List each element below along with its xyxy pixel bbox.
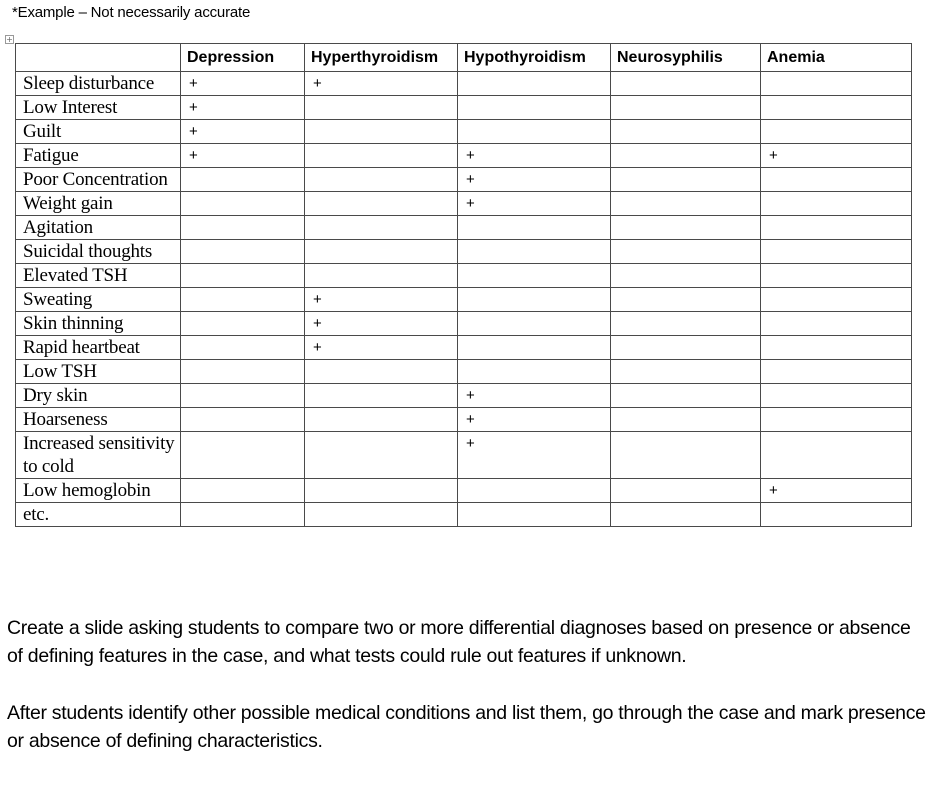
- cell-neurosyphilis: [611, 120, 761, 144]
- cell-hypothyroidism: +: [458, 168, 611, 192]
- cell-anemia: [761, 360, 912, 384]
- cell-hyperthyroidism: +: [305, 336, 458, 360]
- cell-anemia: [761, 384, 912, 408]
- cell-hyperthyroidism: [305, 144, 458, 168]
- cell-hyperthyroidism: [305, 216, 458, 240]
- table-row: [16, 72, 912, 96]
- cell-hypothyroidism: [458, 216, 611, 240]
- cell-neurosyphilis: [611, 408, 761, 432]
- instruction-paragraph-2: After students identify other possible medical conditions and list them, go through the case and mark presence or absence of defining characteristics.: [7, 702, 926, 752]
- cell-neurosyphilis: [611, 479, 761, 503]
- table-row: [16, 503, 912, 527]
- row-label: Guilt: [16, 120, 181, 144]
- cell-anemia: [761, 264, 912, 288]
- cell-neurosyphilis: [611, 288, 761, 312]
- cell-hypothyroidism: [458, 120, 611, 144]
- cell-depression: +: [181, 144, 305, 168]
- cell-anemia: [761, 168, 912, 192]
- cell-hyperthyroidism: [305, 168, 458, 192]
- table-move-handle-icon[interactable]: +: [6, 35, 13, 44]
- cell-hyperthyroidism: [305, 432, 458, 479]
- row-label: Sleep disturbance: [16, 72, 181, 96]
- cell-anemia: +: [761, 479, 912, 503]
- column-header-blank: [16, 44, 181, 72]
- cell-neurosyphilis: [611, 336, 761, 360]
- table-row: [16, 192, 912, 216]
- cell-depression: [181, 336, 305, 360]
- cell-hypothyroidism: [458, 96, 611, 120]
- cell-hypothyroidism: [458, 360, 611, 384]
- table-row: [16, 479, 912, 503]
- cell-hypothyroidism: [458, 288, 611, 312]
- cell-hyperthyroidism: +: [305, 72, 458, 96]
- column-header-hyperthyroidism: Hyperthyroidism: [305, 44, 458, 72]
- cell-depression: [181, 168, 305, 192]
- cell-neurosyphilis: [611, 240, 761, 264]
- cell-anemia: [761, 72, 912, 96]
- table-row: [16, 312, 912, 336]
- cell-anemia: [761, 432, 912, 479]
- cell-hyperthyroidism: [305, 479, 458, 503]
- cell-depression: [181, 216, 305, 240]
- cell-hypothyroidism: +: [458, 192, 611, 216]
- cell-neurosyphilis: [611, 168, 761, 192]
- cell-anemia: +: [761, 144, 912, 168]
- row-label: Low TSH: [16, 360, 181, 384]
- cell-neurosyphilis: [611, 216, 761, 240]
- cell-hyperthyroidism: +: [305, 312, 458, 336]
- row-label: Elevated TSH: [16, 264, 181, 288]
- instruction-paragraph-1: Create a slide asking students to compare two or more differential diagnoses based on presence or absence of defining features in the case, and what tests could rule out features if unknown.: [7, 617, 911, 667]
- cell-depression: +: [181, 96, 305, 120]
- row-label: Skin thinning: [16, 312, 181, 336]
- cell-hyperthyroidism: [305, 120, 458, 144]
- cell-depression: [181, 192, 305, 216]
- cell-anemia: [761, 192, 912, 216]
- cell-depression: +: [181, 120, 305, 144]
- cell-depression: [181, 384, 305, 408]
- cell-depression: [181, 264, 305, 288]
- cell-anemia: [761, 408, 912, 432]
- cell-hypothyroidism: [458, 264, 611, 288]
- cell-neurosyphilis: [611, 72, 761, 96]
- table-row: [16, 360, 912, 384]
- cell-hypothyroidism: +: [458, 384, 611, 408]
- table-row: [16, 96, 912, 120]
- cell-hypothyroidism: [458, 479, 611, 503]
- row-label: Suicidal thoughts: [16, 240, 181, 264]
- cell-hypothyroidism: [458, 312, 611, 336]
- cell-depression: [181, 312, 305, 336]
- cell-depression: [181, 288, 305, 312]
- cell-hyperthyroidism: [305, 503, 458, 527]
- cell-neurosyphilis: [611, 384, 761, 408]
- row-label: Weight gain: [16, 192, 181, 216]
- cell-hypothyroidism: +: [458, 408, 611, 432]
- cell-anemia: [761, 288, 912, 312]
- example-note: *Example – Not necessarily accurate: [12, 4, 251, 21]
- row-label: Dry skin: [16, 384, 181, 408]
- table-row: [16, 288, 912, 312]
- cell-neurosyphilis: [611, 264, 761, 288]
- instructions: [7, 614, 927, 755]
- cell-anemia: [761, 503, 912, 527]
- cell-depression: +: [181, 72, 305, 96]
- cell-neurosyphilis: [611, 360, 761, 384]
- cell-hyperthyroidism: [305, 360, 458, 384]
- cell-hyperthyroidism: [305, 192, 458, 216]
- cell-hyperthyroidism: [305, 408, 458, 432]
- cell-hypothyroidism: [458, 336, 611, 360]
- table-row: [16, 240, 912, 264]
- cell-anemia: [761, 120, 912, 144]
- row-label: Fatigue: [16, 144, 181, 168]
- row-label: Low Interest: [16, 96, 181, 120]
- cell-hypothyroidism: [458, 240, 611, 264]
- cell-hyperthyroidism: [305, 264, 458, 288]
- cell-hyperthyroidism: [305, 96, 458, 120]
- cell-neurosyphilis: [611, 503, 761, 527]
- cell-depression: [181, 432, 305, 479]
- table-row: [16, 432, 912, 479]
- cell-depression: [181, 240, 305, 264]
- table-row: [16, 168, 912, 192]
- cell-hypothyroidism: +: [458, 144, 611, 168]
- cell-neurosyphilis: [611, 312, 761, 336]
- row-label: Hoarseness: [16, 408, 181, 432]
- table-row: [16, 336, 912, 360]
- row-label: Low hemoglobin: [16, 479, 181, 503]
- table-row: [16, 408, 912, 432]
- table-row: [16, 120, 912, 144]
- table-row: [16, 264, 912, 288]
- row-label: Agitation: [16, 216, 181, 240]
- cell-depression: [181, 408, 305, 432]
- cell-hypothyroidism: +: [458, 432, 611, 479]
- cell-hyperthyroidism: +: [305, 288, 458, 312]
- column-header-depression: Depression: [181, 44, 305, 72]
- cell-depression: [181, 479, 305, 503]
- row-label: Sweating: [16, 288, 181, 312]
- row-label: etc.: [16, 503, 181, 527]
- differential-diagnosis-table: [15, 43, 912, 527]
- table-row: [16, 144, 912, 168]
- row-label: Rapid heartbeat: [16, 336, 181, 360]
- cell-hyperthyroidism: [305, 384, 458, 408]
- cell-neurosyphilis: [611, 144, 761, 168]
- column-header-anemia: Anemia: [761, 44, 912, 72]
- table-row: [16, 384, 912, 408]
- cell-hypothyroidism: [458, 503, 611, 527]
- column-header-hypothyroidism: Hypothyroidism: [458, 44, 611, 72]
- cell-anemia: [761, 312, 912, 336]
- column-header-neurosyphilis: Neurosyphilis: [611, 44, 761, 72]
- cell-neurosyphilis: [611, 96, 761, 120]
- table-header-row: [16, 44, 912, 72]
- table-row: [16, 216, 912, 240]
- cell-anemia: [761, 216, 912, 240]
- cell-anemia: [761, 336, 912, 360]
- cell-depression: [181, 360, 305, 384]
- cell-anemia: [761, 96, 912, 120]
- cell-neurosyphilis: [611, 192, 761, 216]
- cell-neurosyphilis: [611, 432, 761, 479]
- cell-anemia: [761, 240, 912, 264]
- row-label: Increased sensitivity to cold: [16, 432, 181, 479]
- cell-depression: [181, 503, 305, 527]
- cell-hyperthyroidism: [305, 240, 458, 264]
- cell-hypothyroidism: [458, 72, 611, 96]
- row-label: Poor Concentration: [16, 168, 181, 192]
